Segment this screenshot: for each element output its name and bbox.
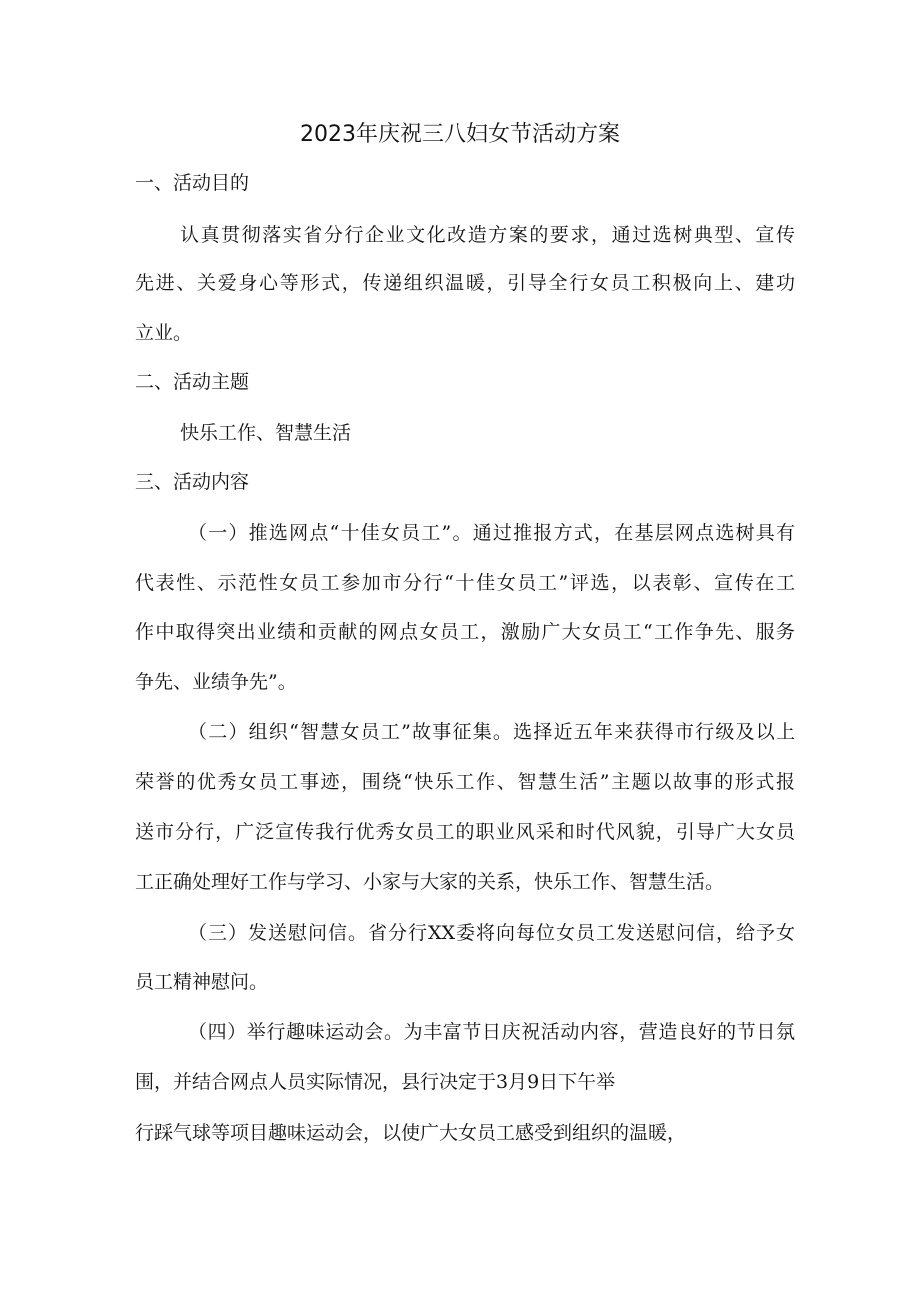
paragraph-line: 行踩气球等项目趣味运动会，以使广大女员工感受到组织的温暖，: [135, 1122, 687, 1144]
paragraph-line: （三）发送慰问信。省分行XX委将向每位女员工发送慰问信，给予女: [188, 922, 795, 944]
paragraph-line: 认真贯彻落实省分行企业文化改造方案的要求，通过选树典型、宣传: [180, 224, 795, 246]
section-heading: 二、活动主题: [135, 371, 250, 393]
paragraph-line: 作中取得突出业绩和贡献的网点女员工，激励广大女员工“工作争先、服务: [135, 621, 795, 643]
paragraph-line: 快乐工作、智慧生活: [180, 422, 352, 444]
paragraph-line: 立业。: [135, 322, 193, 344]
section-heading: 一、活动目的: [135, 172, 250, 194]
document-title: 2023年庆祝三八妇女节活动方案: [300, 122, 620, 147]
paragraph-line: （一）推选网点“十佳女员工”。通过推报方式，在基层网点选树具有: [188, 522, 795, 544]
paragraph-line: 员工精神慰问。: [135, 971, 269, 993]
paragraph-line: 送市分行，广泛宣传我行优秀女员工的职业风采和时代风貌，引导广大女员: [135, 821, 795, 843]
paragraph-line: 争先、业绩争先”。: [135, 671, 297, 693]
paragraph-line: （四）举行趣味运动会。为丰富节日庆祝活动内容，营造良好的节日氛: [188, 1021, 795, 1043]
paragraph-line: 荣誉的优秀女员工事迹，围绕“快乐工作、智慧生活”主题以故事的形式报: [135, 771, 795, 793]
paragraph-line: （二）组织“智慧女员工”故事征集。选择近五年来获得市行级及以上: [188, 721, 795, 743]
paragraph-line: 工正确处理好工作与学习、小家与大家的关系，快乐工作、智慧生活。: [135, 871, 725, 893]
paragraph-line: 先进、关爱身心等形式，传递组织温暖，引导全行女员工积极向上、建功: [135, 272, 795, 294]
section-heading: 三、活动内容: [135, 471, 250, 493]
paragraph-line: 围，并结合网点人员实际情况，县行决定于3月9日下午举: [135, 1071, 616, 1093]
paragraph-line: 代表性、示范性女员工参加市分行“十佳女员工”评选，以表彰、宣传在工: [135, 572, 795, 594]
